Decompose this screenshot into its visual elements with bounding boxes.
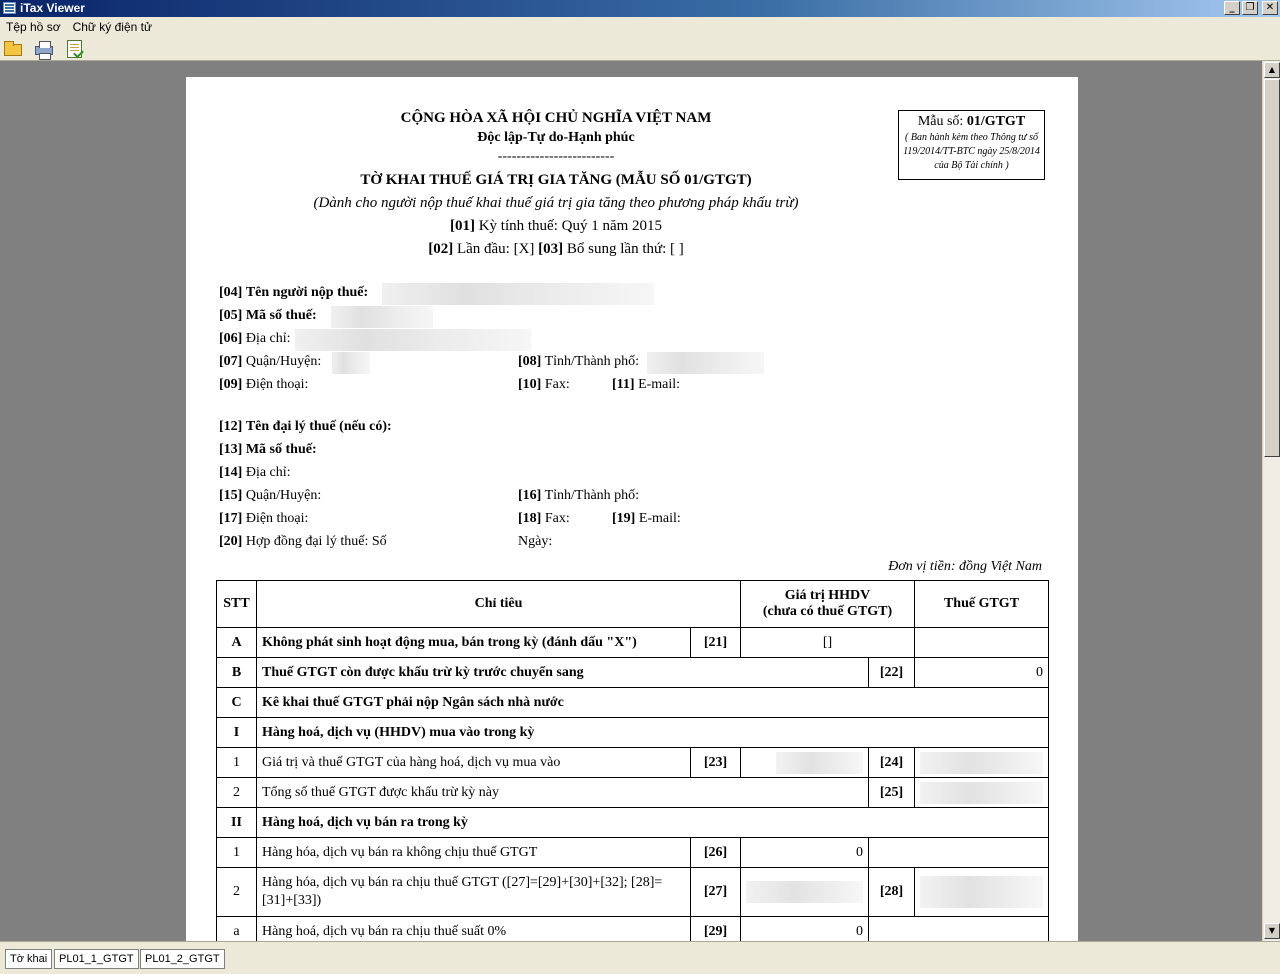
supplement-text: Bổ sung lần thứ: [ ]	[566, 241, 684, 257]
supplement-code: [03]	[538, 241, 564, 257]
title-bar	[0, 0, 1280, 17]
currency-unit: Đơn vị tiền: đồng Việt Nam	[888, 559, 1042, 574]
no-activity-checkbox[interactable]: []	[741, 628, 915, 658]
header-chitieu: Chỉ tiêu	[257, 581, 741, 628]
field-17: [17] Điện thoại:	[219, 511, 309, 526]
field-12: [12] Tên đại lý thuế (nếu có):	[219, 419, 392, 434]
field-16: [16] Tỉnh/Thành phố:	[518, 488, 640, 503]
table-row: a Hàng hoá, dịch vụ bán ra chịu thuế suất 0% [29] 0	[217, 917, 1049, 942]
document-viewer[interactable]	[0, 61, 1262, 941]
table-row: 1 Hàng hóa, dịch vụ bán ra không chịu thuế GTGT [26] 0	[217, 838, 1049, 868]
field-14: [14] Địa chỉ:	[219, 465, 291, 480]
header-vat: Thuế GTGT	[915, 581, 1049, 628]
tab-pl01-1-gtgt[interactable]: PL01_1_GTGT	[54, 949, 139, 969]
period-code: [01]	[449, 218, 475, 234]
redacted-value	[776, 752, 863, 774]
field-20: [20] Hợp đồng đại lý thuế: Số	[219, 534, 387, 549]
maximize-button[interactable]: ❐	[1242, 1, 1258, 15]
field-05: [05] Mã số thuế:	[219, 308, 317, 323]
vertical-scrollbar[interactable]	[1262, 61, 1280, 941]
header-motto: Độc lập-Tự do-Hạnh phúc	[477, 130, 635, 145]
print-button[interactable]	[33, 39, 55, 59]
field-08: [08] Tỉnh/Thành phố:	[518, 354, 640, 369]
declaration-table	[216, 580, 1049, 941]
table-row: II Hàng hoá, dịch vụ bán ra trong kỳ	[217, 808, 1049, 838]
field-09: [09] Điện thoại:	[219, 377, 309, 392]
field-11: [11] E-mail:	[612, 377, 681, 392]
sheet-tab-bar	[0, 941, 1280, 974]
app-icon	[3, 2, 16, 14]
redacted-value	[920, 876, 1043, 908]
table-row: I Hàng hoá, dịch vụ (HHDV) mua vào trong kỳ	[217, 718, 1049, 748]
redacted-district	[332, 352, 370, 374]
header-nation: CỘNG HÒA XÃ HỘI CHỦ NGHĨA VIỆT NAM	[400, 110, 712, 126]
close-button[interactable]: ✕	[1262, 1, 1278, 15]
field-06: [06] Địa chỉ:	[219, 331, 291, 346]
field-07: [07] Quận/Huyện:	[219, 354, 322, 369]
header-separator: -------------------------	[497, 149, 615, 164]
scroll-up-button[interactable]: ▲	[1264, 62, 1280, 78]
form-subtitle: (Dành cho người nộp thuế khai thuế giá trị gia tăng theo phương pháp khấu trừ)	[313, 195, 799, 211]
redacted-value	[746, 881, 863, 903]
sign-document-icon	[67, 40, 82, 58]
redacted-value	[920, 782, 1043, 804]
menu-file[interactable]: Tệp hồ sơ	[6, 20, 61, 34]
window-title: iTax Viewer	[20, 1, 85, 15]
redacted-address	[295, 329, 531, 351]
menu-bar	[0, 17, 1280, 37]
table-row: 2 Tổng số thuế GTGT được khấu trừ kỳ này [25]	[217, 778, 1049, 808]
redacted-taxpayer-name	[382, 283, 654, 305]
scroll-thumb[interactable]	[1264, 79, 1280, 457]
print-icon	[35, 46, 53, 55]
document-page	[186, 77, 1078, 941]
table-row: C Kê khai thuế GTGT phải nộp Ngân sách nhà nước	[217, 688, 1049, 718]
field-19: [19] E-mail:	[612, 511, 681, 526]
open-button[interactable]	[2, 39, 24, 59]
header-stt: STT	[217, 581, 257, 628]
field-04: [04] Tên người nộp thuế:	[219, 285, 369, 300]
form-legal-note: ( Ban hành kèm theo Thông tư số 119/2014/TT-BTC ngày 25/8/2014 của Bộ Tài chính )	[903, 132, 1040, 171]
table-row: B Thuế GTGT còn được khấu trừ kỳ trước chuyển sang [22] 0	[217, 658, 1049, 688]
form-number-box	[898, 110, 1045, 180]
header-value: Giá trị HHDV (chưa có thuế GTGT)	[741, 581, 915, 628]
menu-digital-signature[interactable]: Chữ ký điện tử	[72, 20, 152, 34]
table-row: A Không phát sinh hoạt động mua, bán trong kỳ (đánh dấu "X") [21] []	[217, 628, 1049, 658]
redacted-tax-id	[331, 306, 433, 328]
tab-to-khai[interactable]: Tờ khai	[5, 949, 52, 969]
table-row: 1 Giá trị và thuế GTGT của hàng hoá, dịch vụ mua vào [23] [24]	[217, 748, 1049, 778]
tab-pl01-2-gtgt[interactable]: PL01_2_GTGT	[140, 949, 225, 969]
toolbar	[0, 37, 1280, 61]
open-folder-icon	[4, 44, 22, 56]
form-number: Mẫu số: 01/GTGT	[917, 114, 1026, 129]
table-row: 2 Hàng hóa, dịch vụ bán ra chịu thuế GTGT ([27]=[29]+[30]+[32]; [28]=[31]+[33]) [27] [28]	[217, 868, 1049, 917]
tax-period	[276, 218, 836, 235]
redacted-value	[920, 752, 1043, 774]
field-contract-date: Ngày:	[518, 534, 553, 549]
table-header	[217, 581, 1049, 628]
field-13: [13] Mã số thuế:	[219, 442, 317, 457]
scroll-down-button[interactable]: ▼	[1264, 923, 1280, 939]
form-title: TỜ KHAI THUẾ GIÁ TRỊ GIA TĂNG (MẪU SỐ 01/GTGT)	[360, 172, 752, 188]
minimize-button[interactable]: _	[1224, 1, 1240, 15]
field-15: [15] Quận/Huyện:	[219, 488, 322, 503]
first-text: Lần đầu: [X]	[456, 241, 535, 257]
declaration-type	[276, 241, 836, 258]
period-text: Kỳ tính thuế: Quý 1 năm 2015	[478, 218, 663, 234]
field-10: [10] Fax:	[518, 377, 570, 392]
sign-button[interactable]	[64, 39, 86, 59]
first-code: [02]	[428, 241, 454, 257]
field-18: [18] Fax:	[518, 511, 570, 526]
redacted-province	[647, 352, 764, 374]
